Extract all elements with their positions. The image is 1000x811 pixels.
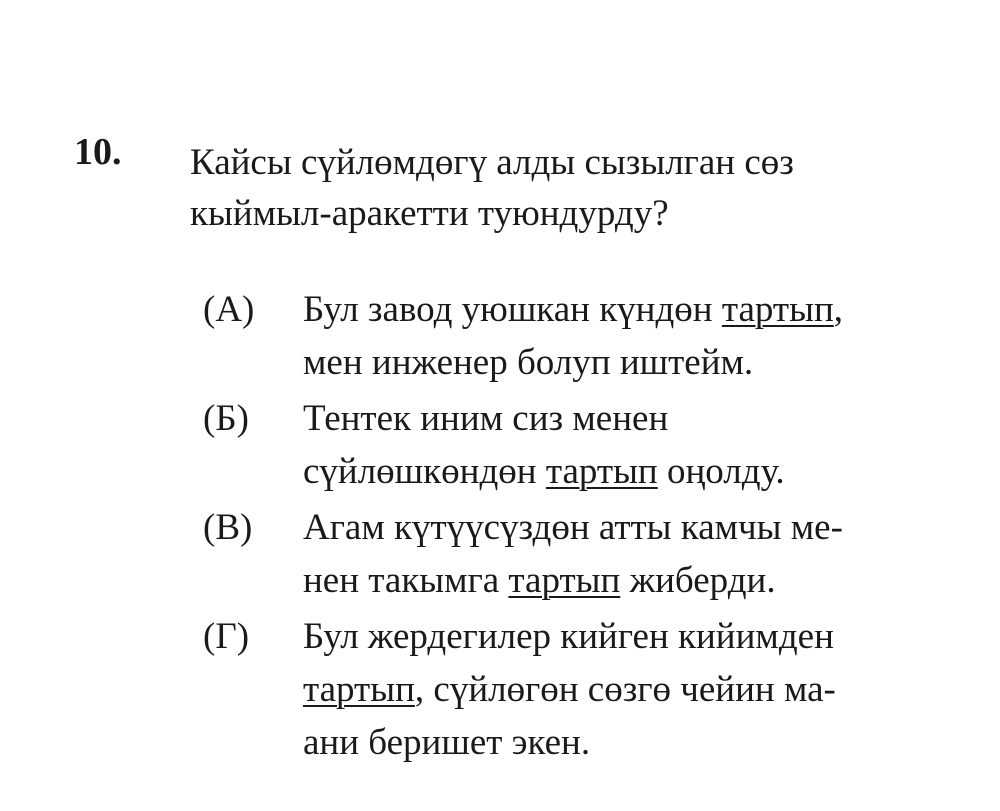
text-segment: , сүйлөгөн сөзгө чейин ма- (414, 669, 836, 710)
option-text-line (303, 283, 933, 336)
text-segment: Агам күтүүсүздөн атты камчы ме- (303, 507, 843, 548)
text-segment: , (833, 289, 843, 330)
text-segment: сүйлөшкөндөн (303, 451, 546, 492)
option-text (303, 610, 933, 769)
option-text-line (303, 554, 933, 607)
option-text (303, 392, 933, 498)
option-text-line (303, 336, 933, 389)
option-letter: (Б) (203, 398, 249, 439)
underlined-word: тартып (545, 451, 658, 492)
option-text-line (303, 716, 933, 769)
question-number: 10. (74, 131, 122, 173)
text-segment: Тентек иним сиз менен (303, 398, 669, 439)
answer-options (203, 283, 963, 772)
underlined-word: тартып (508, 560, 621, 601)
answer-option-3 (203, 501, 963, 607)
option-text-line (303, 392, 933, 445)
text-segment: Бул жердегилер кийген кийимден (303, 616, 834, 657)
option-text (303, 283, 933, 389)
underlined-word: тартып (721, 289, 834, 330)
answer-option-1 (203, 283, 963, 389)
text-segment: ани беришет экен. (303, 722, 591, 763)
option-letter: (В) (203, 507, 253, 548)
answer-option-4 (203, 610, 963, 769)
option-letter: (А) (203, 289, 255, 330)
option-text-line (303, 610, 933, 663)
question-text (190, 137, 930, 239)
answer-option-2 (203, 392, 963, 498)
option-text-line (303, 501, 933, 554)
option-text (303, 501, 933, 607)
text-segment: Бул завод уюшкан күндөн (303, 289, 722, 330)
option-text-line (303, 445, 933, 498)
text-segment: жиберди. (620, 560, 776, 601)
text-segment: оңолду. (657, 451, 785, 492)
option-letter: (Г) (203, 616, 250, 657)
question-line: кыймыл-аракетти туюндурду? (190, 193, 669, 234)
question-line: Кайсы сүйлөмдөгү алды сызылган сөз (190, 142, 794, 183)
option-text-line (303, 663, 933, 716)
text-segment: мен инженер болуп иштейм. (303, 342, 754, 383)
text-segment: нен такымга (303, 560, 509, 601)
underlined-word: тартып (303, 669, 415, 710)
